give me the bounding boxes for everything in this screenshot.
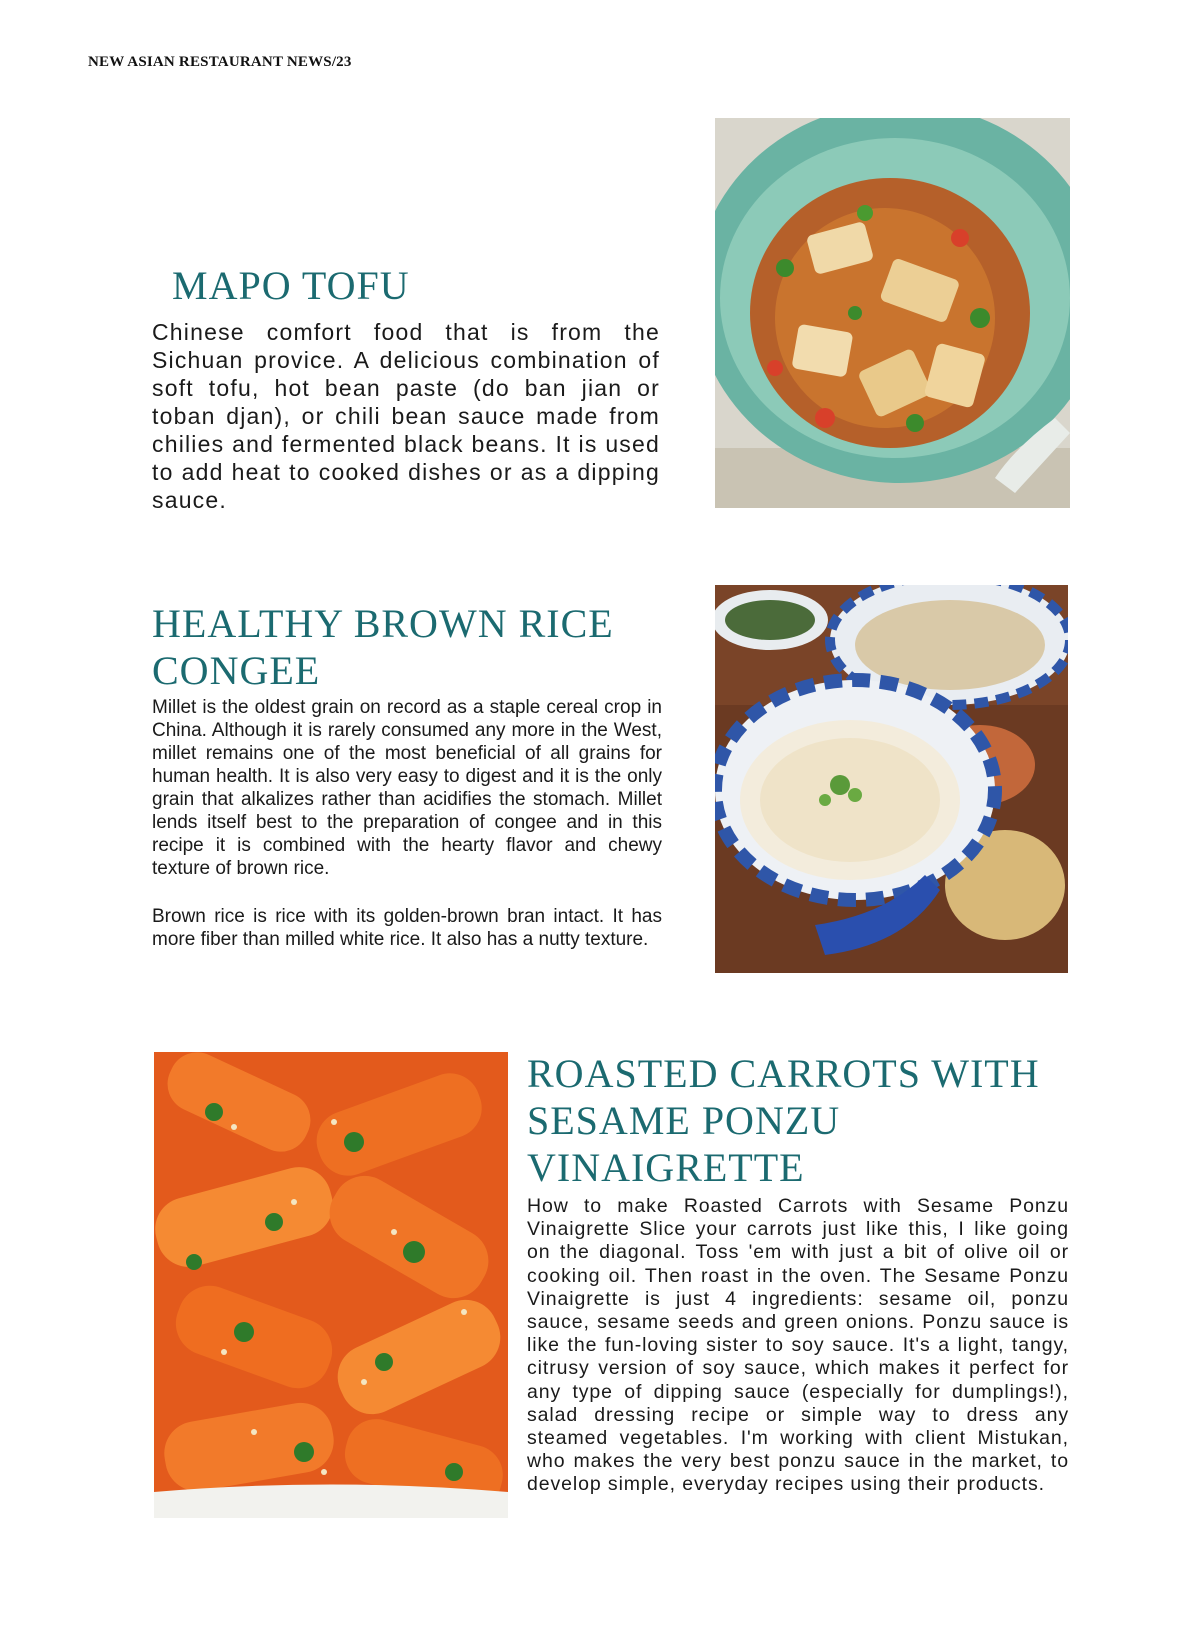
rice-congee-title: HEALTHY BROWN RICE CONGEE: [152, 601, 614, 694]
rice-congee-photo: [715, 585, 1068, 973]
mapo-tofu-photo: [715, 118, 1070, 508]
rice-congee-body-paragraph-2: Brown rice is rice with its golden-brown bran intact. It has more fiber than milled white rice. It also has a nutty texture.: [152, 906, 662, 950]
rice-congee-body-paragraph-1: Millet is the oldest grain on record as a staple cereal crop in China. Although it is rarely consumed any more in the West, millet remains one of the most beneficial of all grains for human health. It is also very easy to digest and it is the only grain that alkalizes rather than acidifies the stomach. Millet lends itself best to the preparation of congee and in this recipe it is combined with the hearty flavor and chewy texture of brown rice.: [152, 697, 662, 879]
running-header: NEW ASIAN RESTAURANT NEWS/23: [88, 54, 352, 70]
mapo-tofu-title: MAPO TOFU: [172, 263, 410, 308]
mapo-tofu-body: Chinese comfort food that is from the Sichuan provice. A delicious combination of soft tofu, hot bean paste (do ban jian or toban djan), or chili bean sauce made from chilies and fermented black beans. It is used to add heat to cooked dishes or as a dipping sauce.: [152, 319, 660, 513]
roasted-carrots-photo: [154, 1052, 508, 1518]
roasted-carrots-body: How to make Roasted Carrots with Sesame Ponzu Vinaigrette Slice your carrots just like this, I like going on the diagonal. Toss 'em with just a bit of olive oil or cooking oil. Then roast in the oven. The Sesame Ponzu Vinaigrette is just 4 ingredients: sesame oil, ponzu sauce, sesame seeds and green onions. Ponzu sauce is like the fun-loving sister to soy sauce. It's a light, tangy, citrusy version of soy sauce, which makes it perfect for any type of dipping sauce (especially for dumplings!), salad dressing recipe or simple way to dress any steamed vegetables. I'm working with client Mistukan, who makes the very best ponzu sauce in the market, to develop simple, everyday recipes using their products.: [527, 1195, 1069, 1496]
roasted-carrots-title: ROASTED CARROTS WITH SESAME PONZU VINAIGRETTE: [527, 1051, 1040, 1191]
